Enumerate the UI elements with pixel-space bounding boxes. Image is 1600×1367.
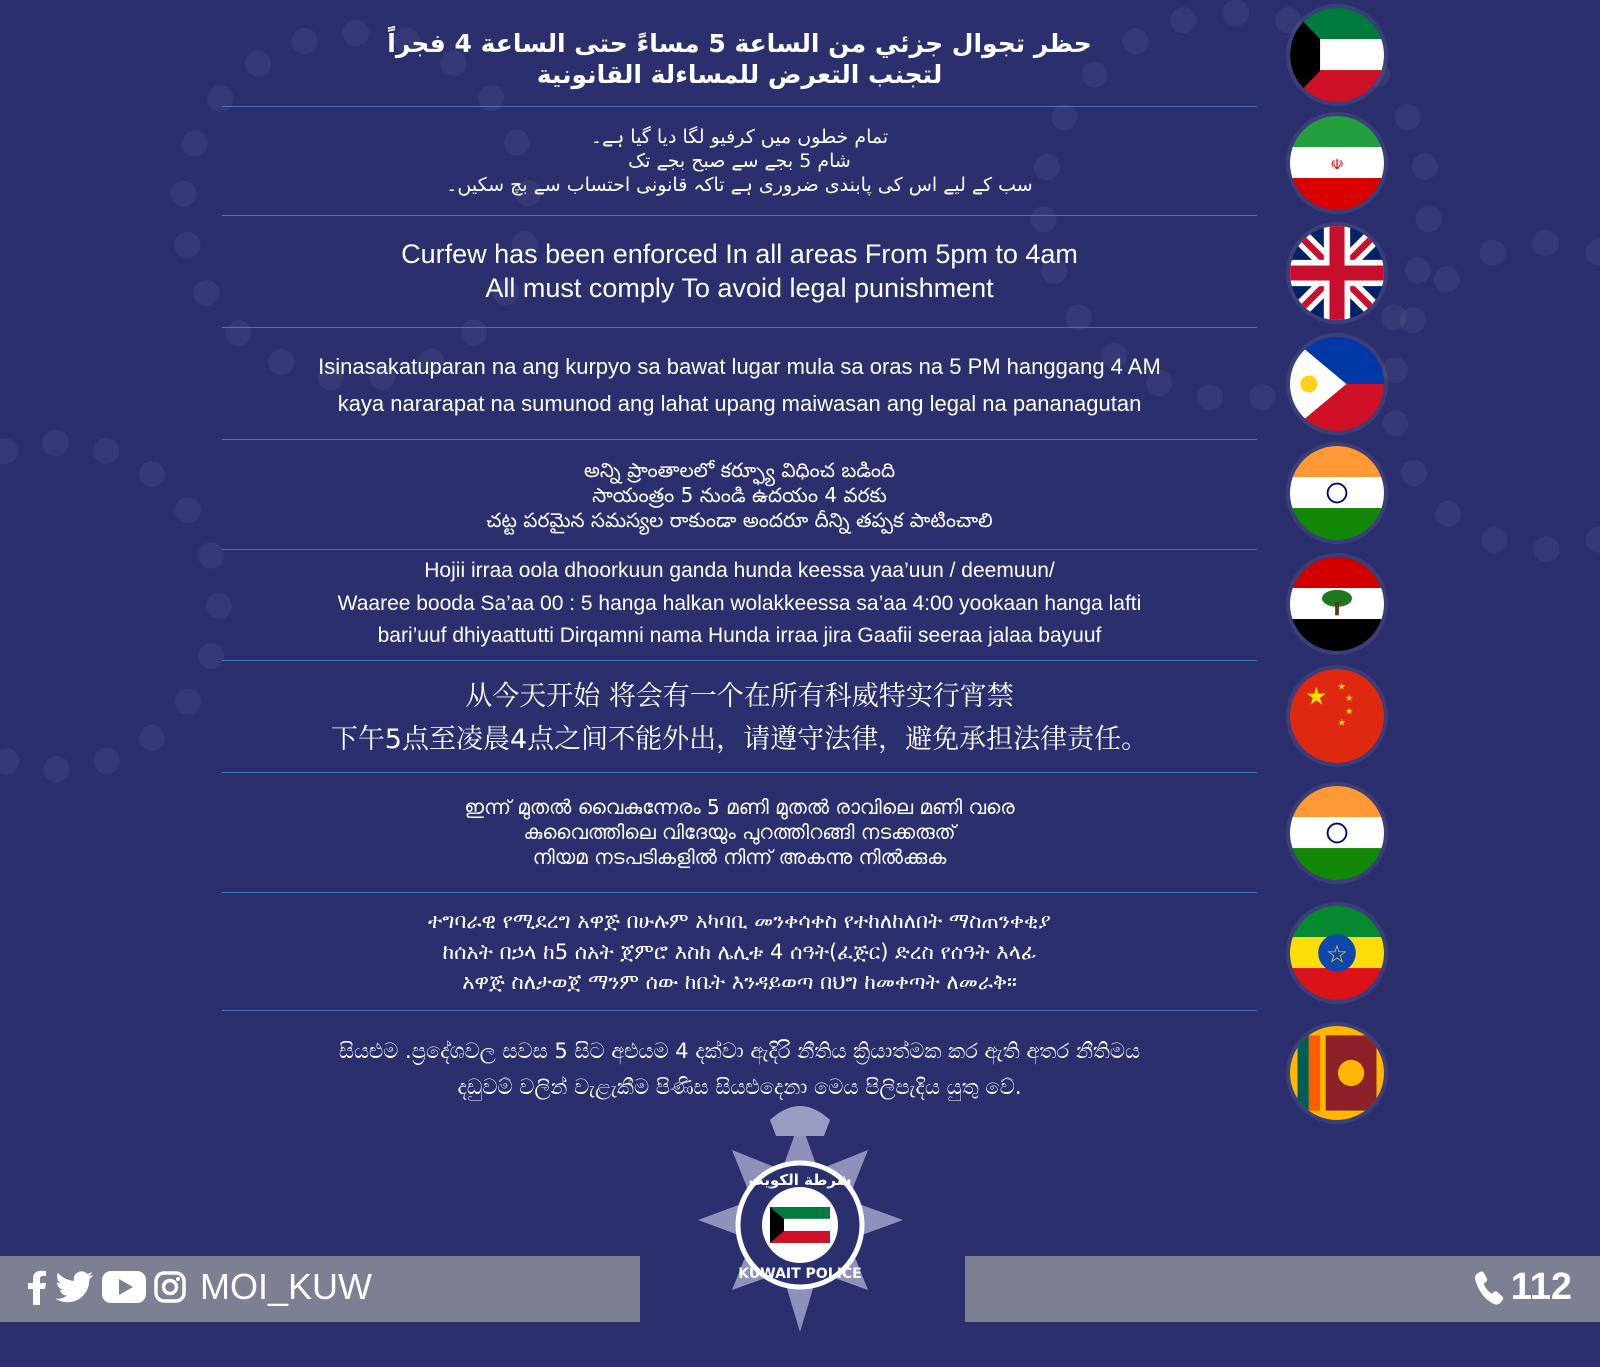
uk-flag-icon [1290, 226, 1384, 320]
notice-line: تمام خطوں میں کرفیو لگا دیا گیا ہے۔ [590, 126, 889, 149]
svg-text:★: ★ [1345, 706, 1354, 718]
svg-text:★: ★ [1345, 692, 1354, 704]
svg-text:☫: ☫ [1330, 155, 1344, 174]
notice-line: سب کے لیے اس کی پابندی ضروری ہے تاکہ قانونی احتساب سے بچ سکیں۔ [446, 173, 1033, 196]
notice-arabic [222, 14, 1257, 104]
notice-line: All must comply To avoid legal punishment [485, 273, 994, 303]
notice-oromo [222, 552, 1257, 656]
separator [222, 549, 1257, 550]
notice-amharic [222, 898, 1257, 1006]
notice-line: ከሰአት በኃላ ከ5 ሰአት ጀምሮ እስከ ሌሊቱ 4 ሰዓት(ፈጅር) ድረስ የሰዓት እላፊ [442, 939, 1037, 964]
separator [222, 106, 1257, 107]
notice-line: አዋጅ ስለታወጀ ማንም ሰው ከቤት እንዳይወጣ በህግ ከመቀጣት ለመራቅ። [462, 970, 1017, 995]
separator [222, 660, 1257, 661]
notice-line: 下午5点至凌晨4点之间不能外出，请遵守法律，避免承担法律责任。 [330, 724, 1149, 755]
hotline-number: 112 [1510, 1266, 1572, 1308]
emblem-arabic-text: شرطة الكويت [748, 1171, 852, 1189]
notice-line: చట్ట పరమైన సమస్యల రాకుండా అందరూ దీన్ని తప్పక పాటించాలి [486, 507, 993, 532]
social-links [26, 1266, 372, 1308]
notice-tagalog [222, 333, 1257, 437]
srilanka-flag-icon [1290, 1026, 1384, 1120]
social-handle[interactable]: MOI_KUW [200, 1266, 373, 1307]
india-flag-icon [1290, 786, 1384, 880]
philippines-flag-icon [1290, 337, 1384, 431]
notice-line: kaya nararapat na sumunod ang lahat upang maiwasan ang legal na pananagutan [337, 391, 1142, 416]
twitter-icon[interactable] [56, 1271, 94, 1303]
separator [222, 439, 1257, 440]
youtube-icon[interactable] [102, 1271, 146, 1303]
instagram-icon[interactable] [154, 1271, 186, 1303]
svg-text:★: ★ [1305, 681, 1328, 711]
notice-line: දඩුවම් වලින් වැළැකීම පිණිස සියළුදෙනා මෙය පිලිපැදිය යුතු වේ. [457, 1075, 1022, 1099]
emblem-english-text: KUWAIT POLICE [738, 1266, 862, 1282]
separator [222, 215, 1257, 216]
phone-icon [1473, 1270, 1505, 1306]
notice-urdu [222, 112, 1257, 212]
notice-line: bari’uuf dhiyaattutti Dirqamni nama Hunda irraa jira Gaafii seeraa jalaa bayuuf [377, 624, 1102, 648]
kuwait-police-emblem [688, 1100, 913, 1350]
notice-line: حظر تجوال جزئي من الساعة 5 مساءً حتى الساعة 4 فجراً [387, 28, 1092, 58]
separator [222, 892, 1257, 893]
notice-line: شام 5 بجے سے صبح بجے تک [628, 150, 851, 173]
notice-line: 从今天开始 将会有一个在所有科威特实行宵禁 [465, 680, 1014, 712]
hotline[interactable] [1473, 1266, 1572, 1309]
notice-chinese [222, 666, 1257, 770]
india-flag-icon [1290, 446, 1384, 540]
svg-text:☆: ☆ [1326, 939, 1348, 969]
notice-line: Curfew has been enforced In all areas From 5pm to 4am [401, 239, 1078, 270]
facebook-icon[interactable] [26, 1269, 48, 1305]
notice-telugu [222, 444, 1257, 546]
notice-line: Waaree booda Sa’aa 00 : 5 hanga halkan wolakkeessa sa’aa 4:00 yookaan hanga lafti [337, 591, 1142, 615]
separator [222, 1010, 1257, 1011]
notice-line: అన్ని ప్రాంతాలలో కర్ఫ్యూ విధించ బడింది [583, 457, 896, 482]
notice-line: సాయంత్రం 5 నుండి ఉదయం 4 వరకు [592, 482, 887, 507]
separator [222, 327, 1257, 328]
china-flag-icon [1290, 669, 1384, 763]
notice-english [222, 222, 1257, 322]
notice-line: നിയമ നടപടികളിൽ നിന്ന് അകന്നു നിൽക്കുക [532, 844, 947, 869]
kuwait-flag-icon [1290, 8, 1384, 102]
notice-malayalam [222, 778, 1257, 886]
iran-flag-icon [1290, 116, 1384, 210]
notice-line: Isinasakatuparan na ang kurpyo sa bawat lugar mula sa oras na 5 PM hanggang 4 AM [318, 353, 1161, 379]
notice-line: കുവൈത്തിലെ വിദേയും പുറത്തിറങ്ങി നടക്കരുത് [523, 819, 956, 844]
notice-line: Hojii irraa oola dhoorkuun ganda hunda keessa yaa’uun / deemuun/ [424, 559, 1055, 583]
notice-line: ഇന്ന് മുതൽ വൈകുന്നേരം 5 മണി മുതൽ രാവിലെ മണി വരെ [464, 794, 1015, 819]
separator [222, 772, 1257, 773]
ethiopia-flag-icon [1290, 906, 1384, 1000]
svg-text:★: ★ [1337, 717, 1346, 729]
notice-line: සියළුම .ප්‍රදේශවල සවස 5 සිට අළුයම 4 දක්වා ඇදිරි නීතිය ක්‍රියාත්මක කර ඇති අතර නීතිමය [338, 1039, 1141, 1064]
notice-line: ተግባራዊ የሚደረግ አዋጅ በሁሉም አካባቢ መንቀሳቀስ የተከለከለበት ማስጠንቀቂያ [428, 909, 1051, 934]
oromia-flag-icon [1290, 557, 1384, 651]
svg-text:★: ★ [1337, 681, 1346, 693]
notice-line: لتجنب التعرض للمساءلة القانونية [536, 60, 943, 89]
